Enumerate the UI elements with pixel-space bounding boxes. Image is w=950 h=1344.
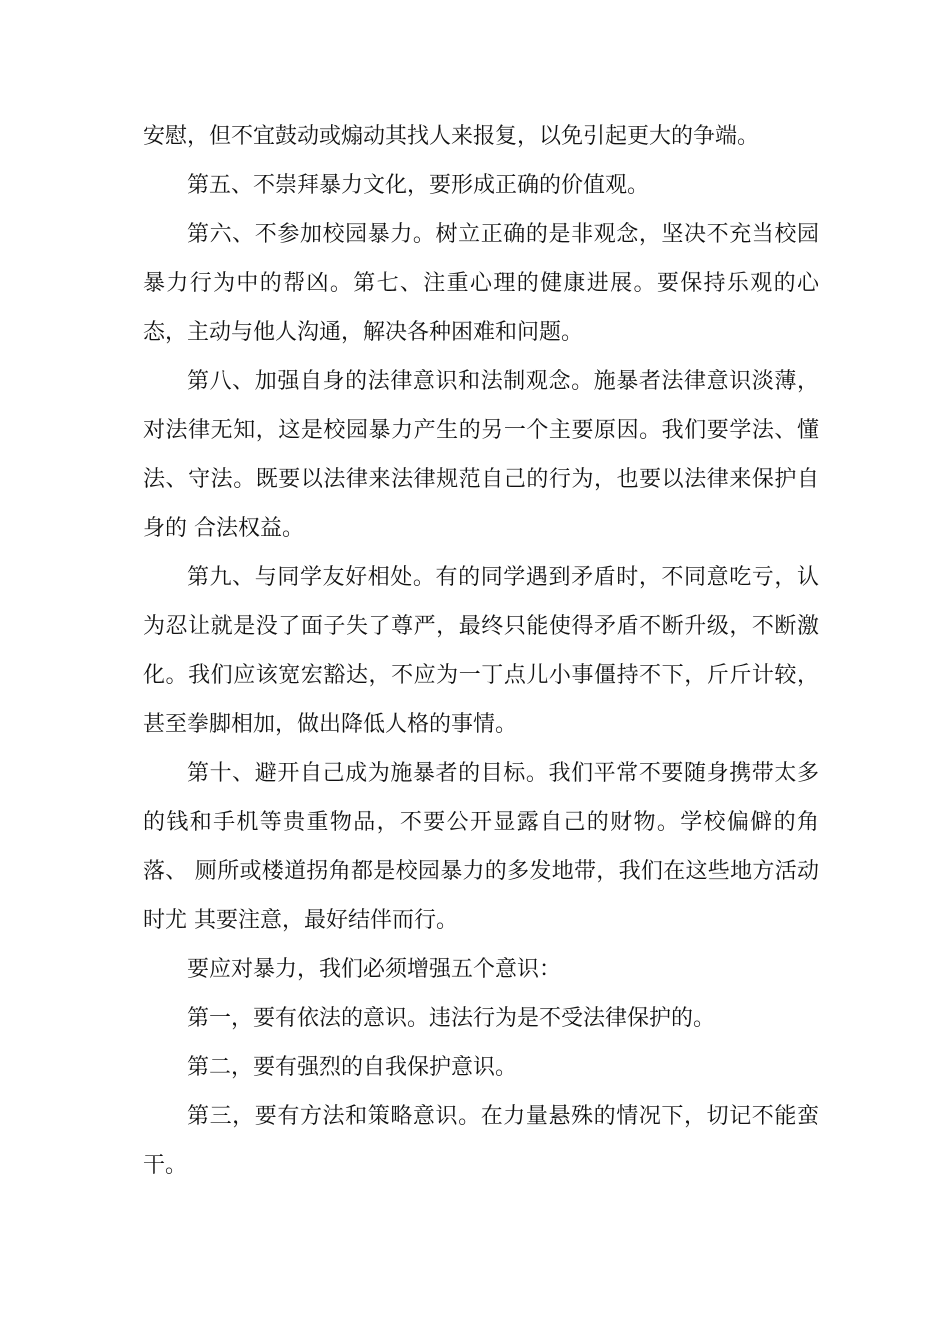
body-paragraph: 安慰，但不宜鼓动或煽动其找人来报复，以免引起更大的争端。 [143,124,760,149]
body-paragraph: 要应对暴力，我们必须增强五个意识： [187,957,562,982]
body-paragraph: 第八、加强自身的法律意识和法制观念。施暴者法律意识淡薄， 对法律无知，这是校园暴力产生的另一个主要原因。我们要学法、懂 法、守法。既要以法律来法律规范自己的行为，也要以法律来保护自身的 合法权益。 [143,369,826,541]
body-paragraph: 第二，要有强烈的自我保护意识。 [187,1055,518,1080]
body-paragraph: 第六、不参加校园暴力。树立正确的是非观念，坚决不充当校园 暴力行为中的帮凶。第七、注重心理的健康进展。要保持乐观的心 态，主动与他人沟通，解决各种困难和问题。 [143,222,826,345]
body-paragraph: 第十、避开自己成为施暴者的目标。我们平常不要随身携带太多 的钱和手机等贵重物品，不要公开显露自己的财物。学校偏僻的角落、 厕所或楼道拐角都是校园暴力的多发地带，我们在这些地方活动时尤 其要注意，最好结伴而行。 [143,761,826,933]
body-paragraph: 第三，要有方法和策略意识。在力量悬殊的情况下，切记不能蛮干。 [143,1104,819,1178]
body-paragraph: 第一，要有依法的意识。违法行为是不受法律保护的。 [187,1006,716,1031]
document-body [143,112,826,1190]
body-paragraph: 第五、不崇拜暴力文化，要形成正确的价值观。 [187,173,650,198]
body-paragraph: 第九、与同学友好相处。有的同学遇到矛盾时，不同意吃亏，认 为忍让就是没了面子失了尊严，最终只能使得矛盾不断升级，不断激 化。我们应该宽宏豁达，不应为一丁点儿小事僵持不下，斤斤计较， 甚至拳脚相加，做出降低人格的事情。 [143,565,826,737]
